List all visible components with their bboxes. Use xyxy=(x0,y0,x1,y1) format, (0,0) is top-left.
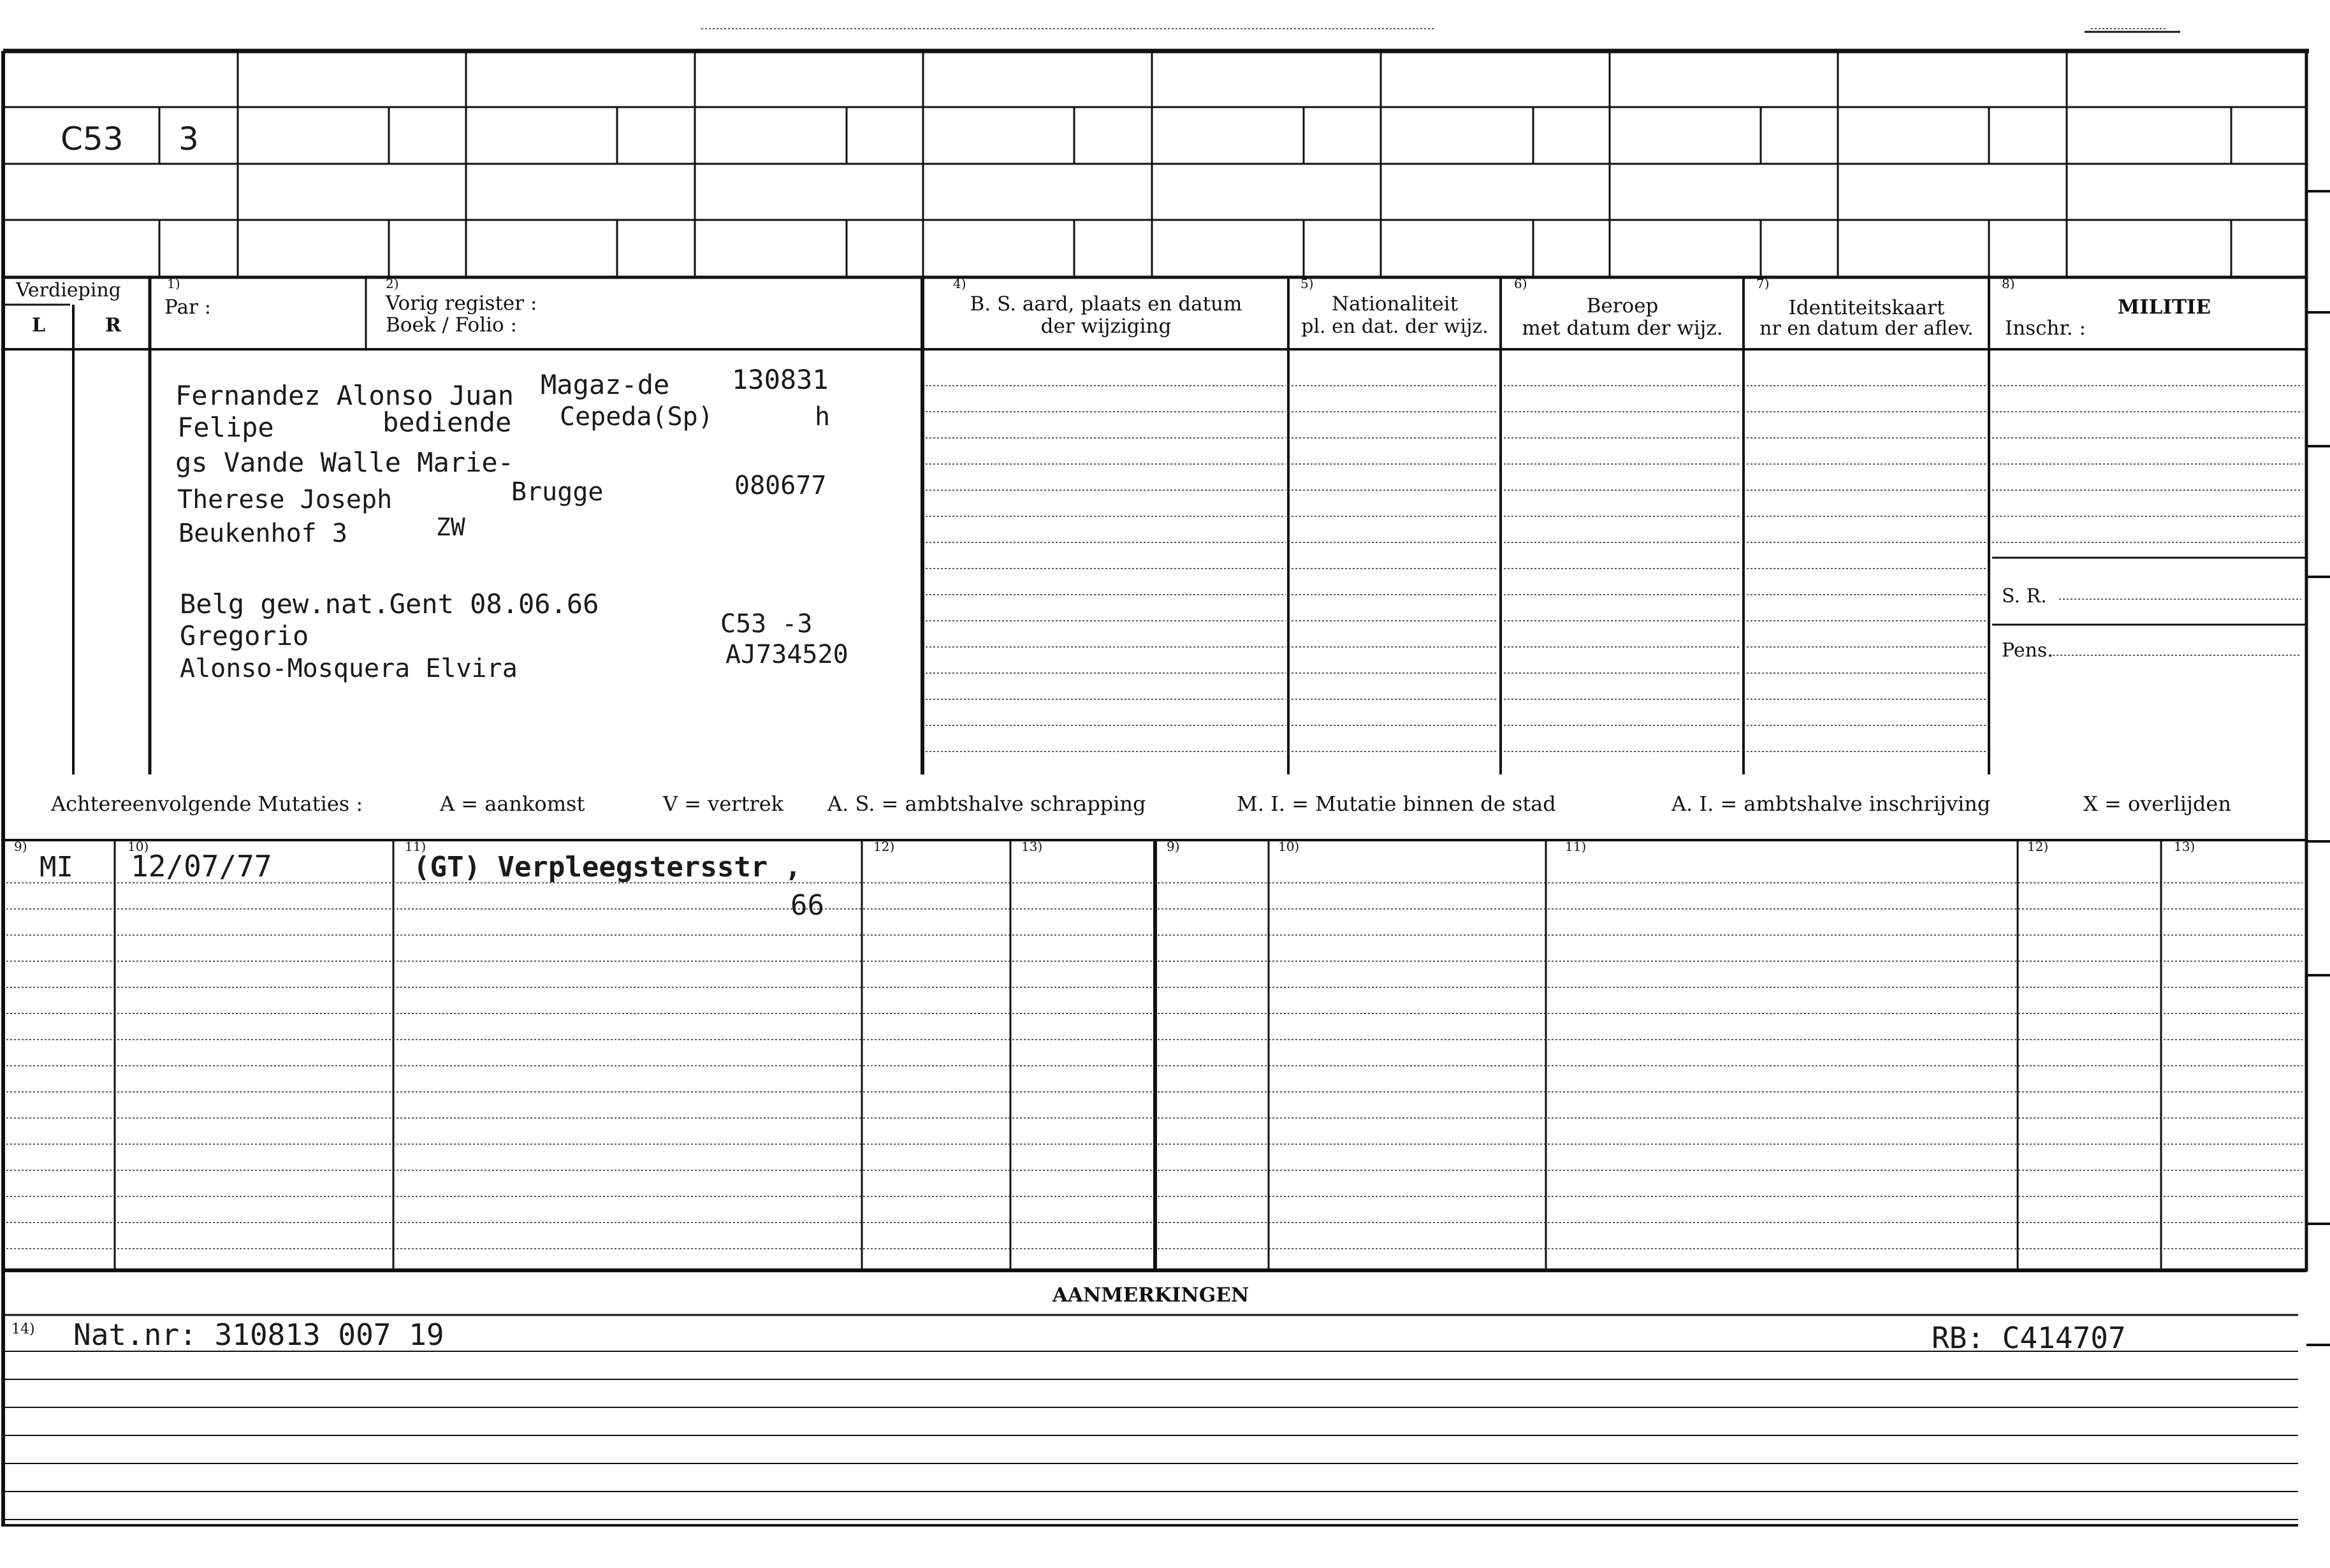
militie-header: MILITIE xyxy=(2117,296,2211,319)
pens-label: Pens. xyxy=(2002,639,2053,662)
mutation-house-number: 66 xyxy=(790,889,824,922)
mutation-date: 12/07/77 xyxy=(131,849,272,883)
beroep-header-line2: met datum der wijz. xyxy=(1522,317,1723,340)
mutation-address: (GT) Verpleegstersstr , xyxy=(413,851,802,883)
person-name-line1: Fernandez Alonso Juan xyxy=(175,380,514,411)
vorig-register-number: 2) xyxy=(386,276,399,291)
identiteitskaart-number: 7) xyxy=(1756,276,1770,291)
identiteitskaart-header-line2: nr en datum der aflev. xyxy=(1759,317,1974,340)
boek-folio-label: Boek / Folio : xyxy=(386,314,517,337)
bs-number: 4) xyxy=(953,276,966,291)
militie-number: 8) xyxy=(2002,276,2015,291)
mut-col12b-label: 12) xyxy=(2027,839,2049,854)
spouse-birthdate: 080677 xyxy=(734,471,827,500)
nationaliteit-number: 5) xyxy=(1300,276,1314,291)
person-nationality: Belg gew.nat.Gent 08.06.66 xyxy=(180,588,599,620)
rb-number: RB: C414707 xyxy=(1932,1321,2126,1355)
mut-col11-label: 11) xyxy=(405,839,426,854)
person-address-code: ZW xyxy=(436,513,465,541)
person-profession-line1: Magaz-de xyxy=(541,369,670,400)
mut-col10b-label: 10) xyxy=(1278,839,1300,854)
remarks-section xyxy=(3,1284,2298,1520)
legend-vertrek: V = vertrek xyxy=(663,792,784,816)
legend-ambtshalve-inschrijving: A. I. = ambtshalve inschrijving xyxy=(1671,792,1991,816)
top-grid xyxy=(3,51,2306,277)
person-name-line2: Felipe xyxy=(177,412,274,443)
col-l-label: L xyxy=(32,314,46,337)
mut-col13b-label: 13) xyxy=(2174,839,2195,854)
grid-number: 3 xyxy=(178,120,199,157)
sr-label: S. R. xyxy=(2002,585,2047,607)
mut-col12-label: 12) xyxy=(873,839,895,854)
mut-col9-label: 9) xyxy=(14,839,27,854)
bs-header-line1: B. S. aard, plaats en datum xyxy=(970,293,1242,316)
verdieping-label: Verdieping xyxy=(16,279,121,301)
grid-code: C53 xyxy=(61,120,124,157)
spouse-name-line2: Therese Joseph xyxy=(177,485,393,514)
legend-ambtshalve-schrapping: A. S. = ambtshalve schrapping xyxy=(827,792,1146,816)
remarks-title: AANMERKINGEN xyxy=(1052,1284,1249,1307)
spouse-birthplace: Brugge xyxy=(511,477,604,507)
mutations-title: Achtereenvolgende Mutaties : xyxy=(51,792,363,816)
beroep-number: 6) xyxy=(1514,276,1527,291)
person-parent-line1: Gregorio xyxy=(180,620,309,651)
vorig-register-label: Vorig register : xyxy=(386,292,537,315)
person-record xyxy=(175,364,848,683)
mut-col9b-label: 9) xyxy=(1167,839,1180,854)
remarks-number: 14) xyxy=(11,1321,35,1337)
person-address: Beukenhof 3 xyxy=(178,519,347,548)
person-reference: C53 -3 xyxy=(720,609,813,639)
beroep-header-line1: Beroep xyxy=(1586,294,1659,317)
par-number: 1) xyxy=(167,276,180,291)
mutation-type: MI xyxy=(40,851,73,883)
upper-dotted-lines xyxy=(926,386,2306,751)
person-birthdate: 130831 xyxy=(732,364,829,395)
inschr-label: Inschr. : xyxy=(2005,317,2086,340)
person-id-number: AJ734520 xyxy=(725,640,848,669)
spouse-name-line1: gs Vande Walle Marie- xyxy=(175,447,514,478)
nationaliteit-header-line2: pl. en dat. der wijz. xyxy=(1301,316,1489,338)
mutations-table xyxy=(3,839,2306,1270)
col-r-label: R xyxy=(105,314,121,337)
identiteitskaart-header-line1: Identiteitskaart xyxy=(1788,296,1945,319)
mut-col13-label: 13) xyxy=(1021,839,1043,854)
legend-mutatie-binnen-stad: M. I. = Mutatie binnen de stad xyxy=(1237,792,1556,816)
person-birthplace: Cepeda(Sp) xyxy=(560,402,713,432)
national-number: Nat.nr: 310813 007 19 xyxy=(73,1318,444,1352)
par-label: Par : xyxy=(164,296,212,319)
nationaliteit-header-line1: Nationaliteit xyxy=(1331,293,1459,316)
mutations-legend xyxy=(50,792,2231,816)
person-parent-line2: Alonso-Mosquera Elvira xyxy=(180,654,518,683)
legend-aankomst: A = aankomst xyxy=(440,792,585,816)
person-sex: h xyxy=(815,402,831,432)
person-profession-line2: bediende xyxy=(382,407,512,438)
legend-overlijden: X = overlijden xyxy=(2083,792,2231,816)
mut-col10-label: 10) xyxy=(127,839,149,854)
bs-header-line2: der wijziging xyxy=(1040,315,1172,338)
mut-col11b-label: 11) xyxy=(1565,839,1587,854)
